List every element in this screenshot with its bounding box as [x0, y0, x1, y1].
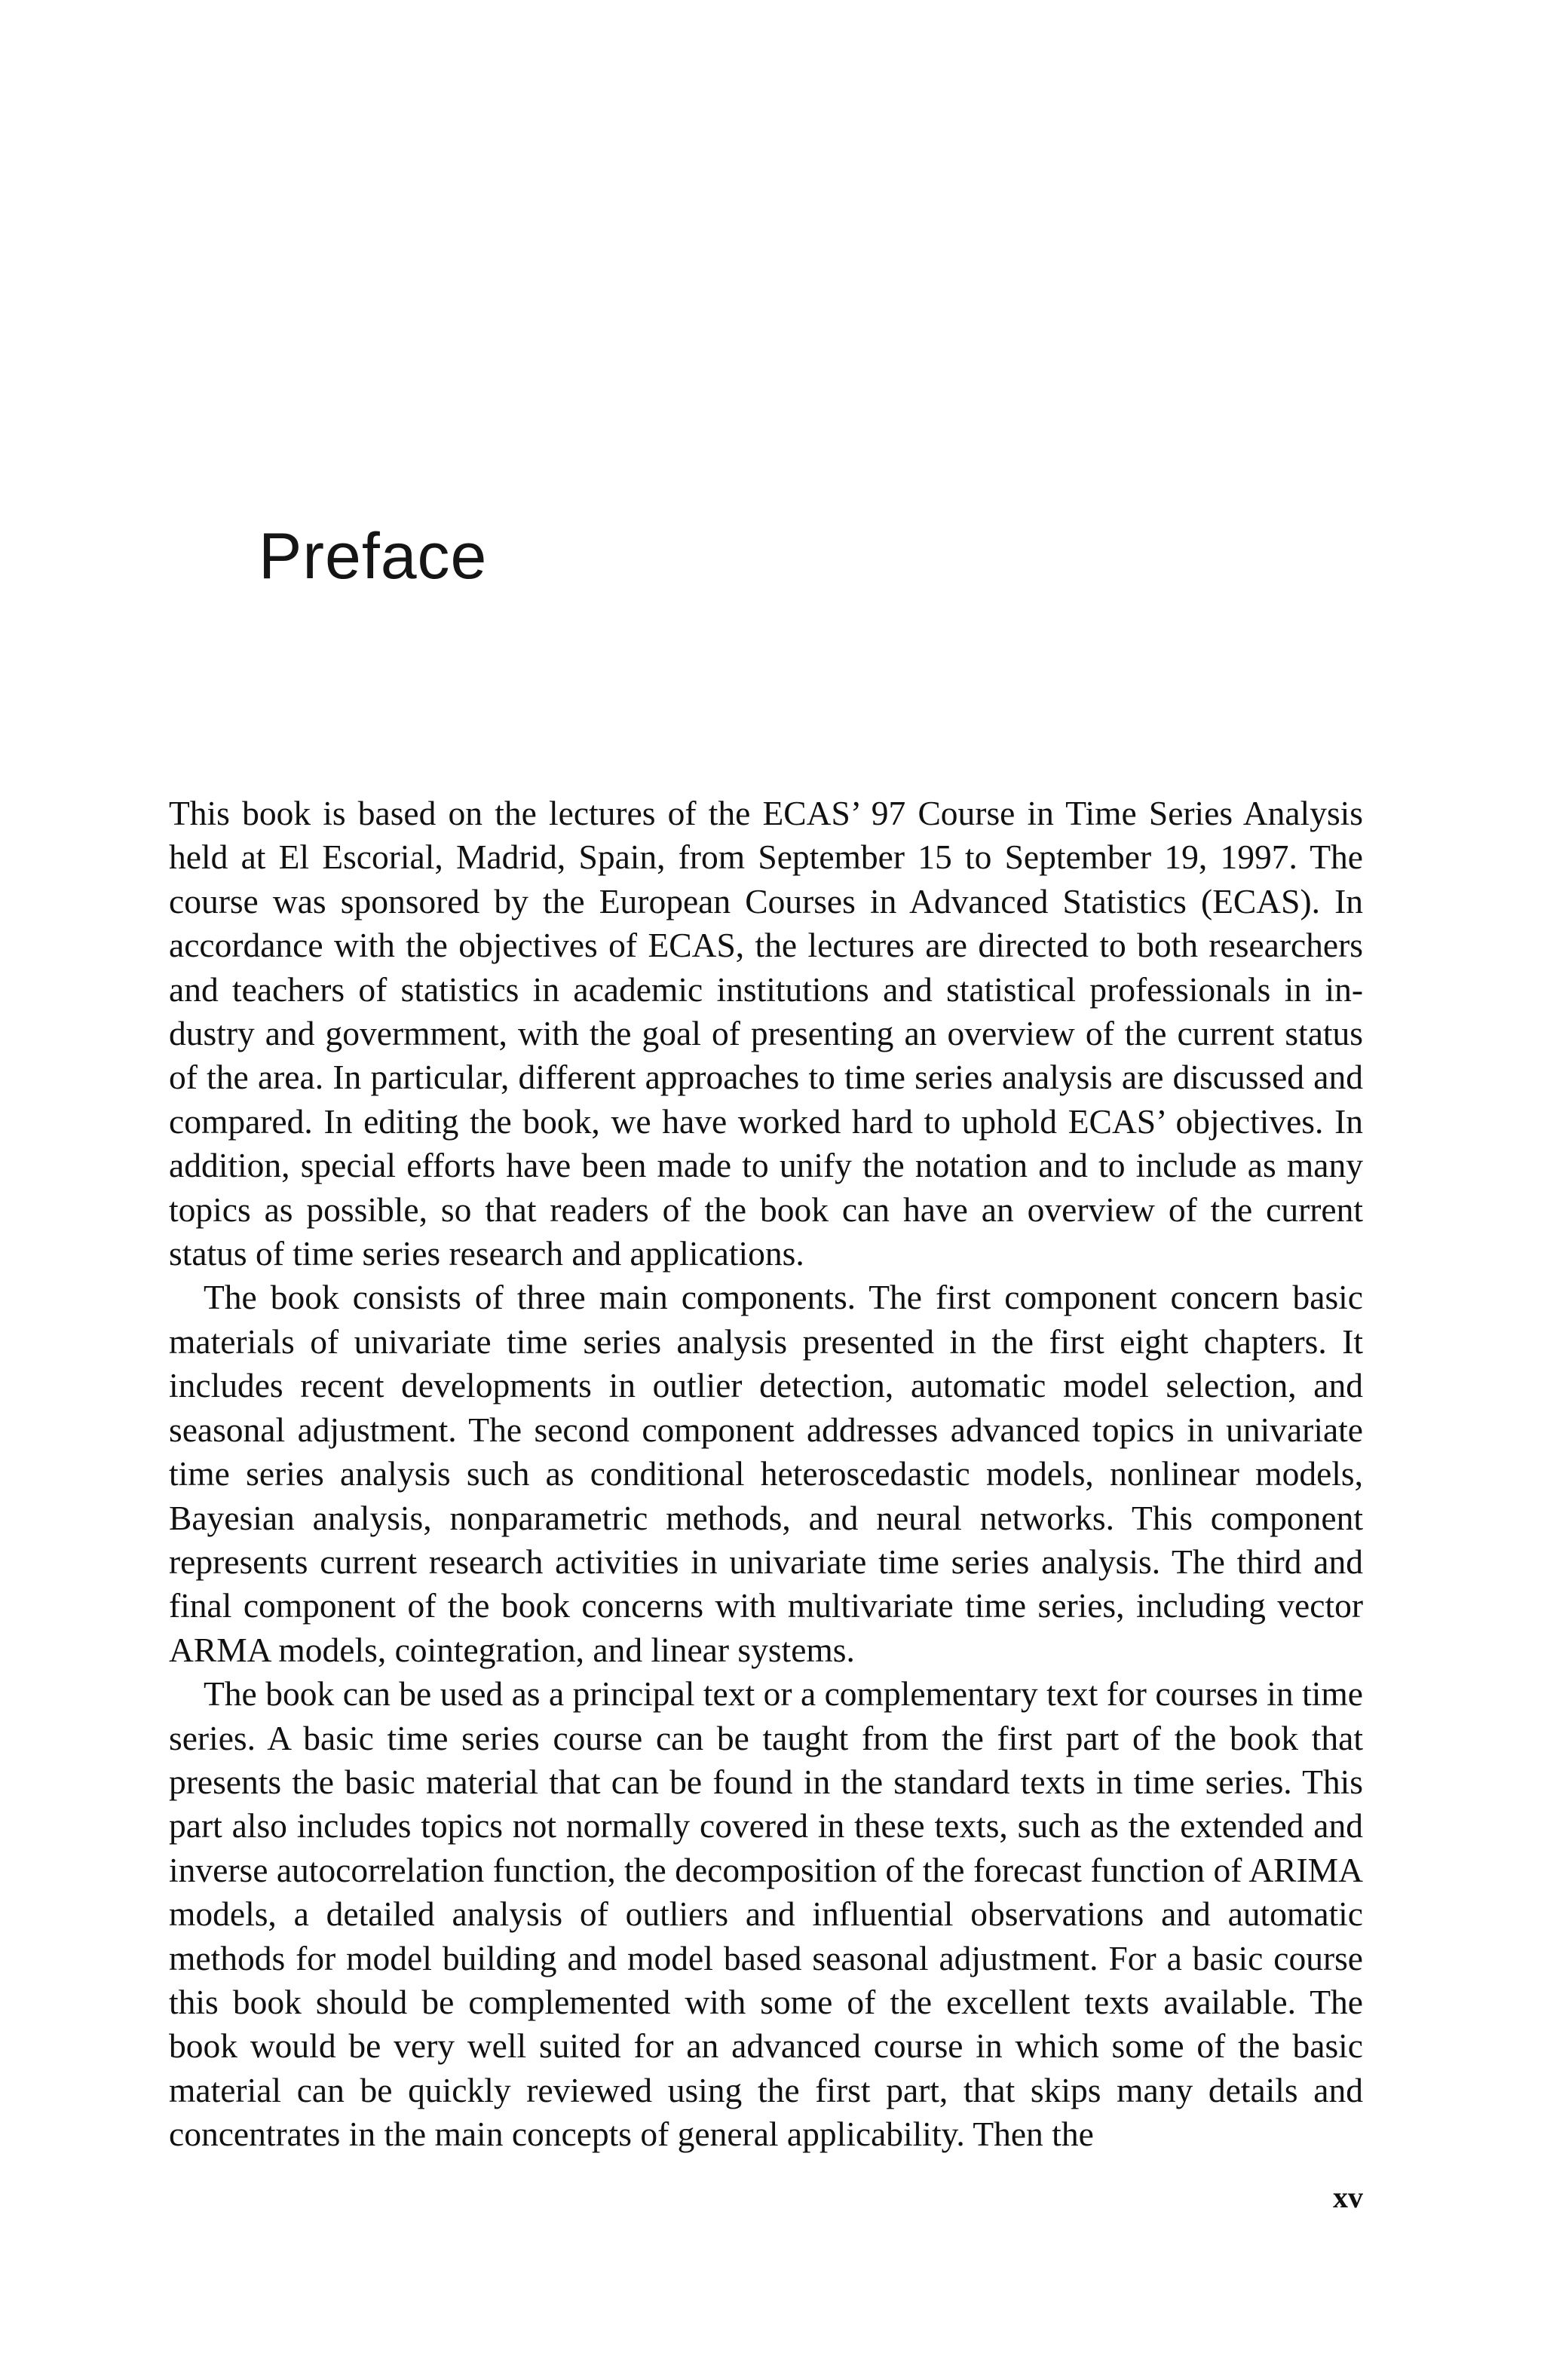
paragraph-intro: This book is based on the lectures of the ECAS’ 97 Course in Time Series Analysis held at El Escorial, Madrid, Spain, from September 15 to September 19, 1997. The course was sponsored by the European Courses in Advanced Statistics (ECAS). In accordance with the objectives of ECAS, the lectures are directed to both researchers and teachers of statistics in academic institutions and statistical professionals in industry and govermment, with the goal of presenting an overview of the current status of the area. In particular, different approaches to time series analysis are discussed and compared. In editing the book, we have worked hard to uphold ECAS’ objectives. In addition, special efforts have been made to unify the notation and to include as many topics as possible, so that readers of the book can have an overview of the current status of time series research and applications. — [169, 794, 1363, 1273]
chapter-title: Preface — [259, 520, 488, 593]
paragraph-components: The book consists of three main components. The first component concern basic materials of univariate time series analysis presented in the first eight chapters. It includes recent developments in outlier detection, automatic model selection, and seasonal adjustment. The second component addresses advanced topics in univariate time series analysis such as conditional heteroscedastic models, nonlinear models, Bayesian analysis, nonparametric methods, and neural networks. This component represents current research activities in univariate time series analysis. The third and final component of the book concerns with multivariate time series, including vector ARMA models, cointegration, and linear systems. — [169, 1278, 1363, 1669]
preface-body — [169, 792, 1363, 2157]
page-number: xv — [1333, 2180, 1363, 2214]
paragraph-usage: The book can be used as a principal text or a complementary text for courses in time series. A basic time series course can be taught from the first part of the book that presents the basic material that can be found in the standard texts in time series. This part also includes topics not normally covered in these texts, such as the extended and inverse autocorrelation function, the decomposition of the forecast function of ARIMA models, a detailed analysis of outliers and influential observations and automatic methods for model building and model based seasonal adjustment. For a basic course this book should be complemented with some of the excellent texts available. The book would be very well suited for an advanced course in which some of the basic material can be quickly reviewed using the first part, that skips many details and concentrates in the main concepts of general applicability. Then the — [169, 1674, 1363, 2154]
